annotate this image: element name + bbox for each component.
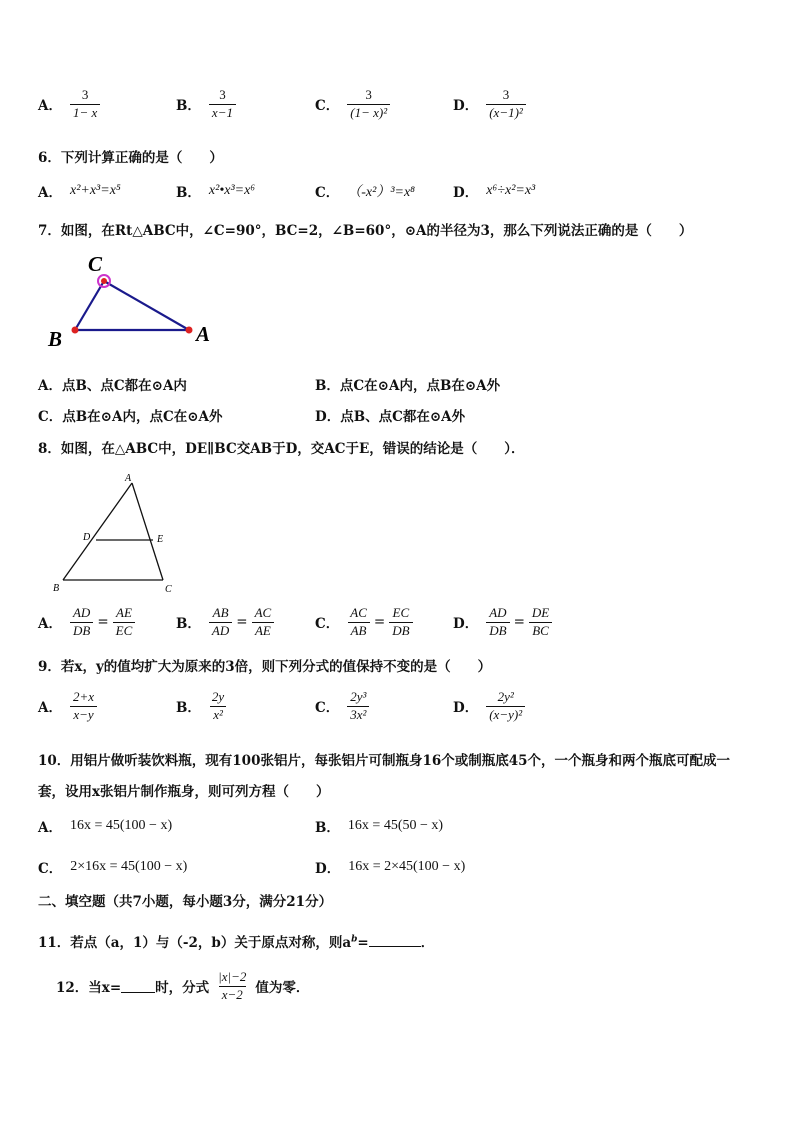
denominator: 1− x (70, 104, 100, 121)
option-label: D． (453, 98, 479, 115)
q10-option-d (315, 857, 465, 877)
option-text: （-x²）³=x⁸ (347, 185, 416, 200)
fraction-right (389, 606, 412, 639)
point-c (101, 278, 107, 284)
denominator: BC (529, 622, 552, 639)
option-label: A． (38, 98, 62, 115)
denominator: x−2 (219, 986, 246, 1003)
q9-stem: 9．若x，y的值均扩大为原来的3倍，则下列分式的值保持不变的是（ ） (38, 659, 492, 675)
q7-triangle-figure (40, 248, 230, 353)
fraction (486, 88, 526, 121)
option-text: 16x = 2×45(100 − x) (348, 859, 466, 874)
q11-equals: = (357, 935, 369, 951)
option-label: C． (38, 861, 63, 877)
label-c: C (88, 252, 103, 276)
q9-option-c (315, 690, 369, 723)
option-label: B． (315, 378, 340, 394)
q11-exponent: b (351, 934, 358, 945)
fraction (486, 690, 525, 723)
option-label: C． (38, 409, 63, 425)
option-text: x²•x³=x⁶ (208, 183, 256, 198)
label-c: C (165, 584, 172, 595)
q5-option-d (453, 88, 526, 121)
q6-stem: 6．下列计算正确的是（ ） (38, 150, 223, 166)
label-b: B (48, 327, 63, 351)
q8-option-b: B． $\frac{AB}{AD}$ = $\frac{AC}{AE}$ (176, 606, 274, 639)
option-text: 2×16x = 45(100 − x) (70, 859, 188, 874)
option-label: D． (453, 700, 479, 717)
segment-bc (75, 281, 104, 330)
denominator: 3x² (347, 706, 369, 723)
option-label: B． (315, 820, 340, 836)
q7-option-c (38, 405, 222, 425)
numerator: 2y³ (350, 689, 367, 704)
fraction-left (70, 606, 93, 639)
q10-option-b (315, 816, 443, 836)
fraction-right (529, 606, 552, 639)
option-label: B． (176, 185, 201, 201)
denominator: AB (348, 622, 370, 639)
segment-ab (63, 483, 132, 580)
label-a: A (125, 473, 132, 484)
option-label: A． (38, 378, 62, 394)
q12-fraction (215, 970, 249, 1003)
numerator: |x|−2 (218, 969, 247, 984)
q8-triangle-figure (48, 470, 188, 598)
denominator: (x−1)² (486, 104, 526, 121)
denominator: AE (252, 622, 274, 639)
q10-stem-line1: 10．用铝片做听装饮料瓶，现有100张铝片，每张铝片可制瓶身16个或制瓶底45个，一个瓶身和两个瓶底可配成一 (38, 753, 731, 769)
q9-option-d (453, 690, 525, 723)
numerator: AB (212, 605, 229, 620)
denominator: DB (486, 622, 509, 639)
option-text: 点B、点C都在⊙A外 (340, 409, 466, 425)
q6-option-b (176, 181, 255, 201)
numerator: DE (531, 605, 550, 620)
option-text: 16x = 45(100 − x) (69, 818, 173, 833)
point-b (72, 327, 79, 334)
option-label: C． (315, 98, 340, 115)
q8-option-d: D． $\frac{AD}{DB}$ = $\frac{DE}{BC}$ (453, 606, 552, 639)
option-label: A． (38, 616, 62, 633)
label-d: D (83, 532, 91, 543)
q5-option-b (176, 88, 236, 121)
numerator: 3 (219, 87, 226, 102)
numerator: 2+x (72, 689, 95, 704)
segment-ac (132, 483, 163, 580)
q5-option-c (315, 88, 390, 121)
option-text: 点C在⊙A内，点B在⊙A外 (339, 378, 501, 394)
option-label: D． (453, 185, 479, 201)
q12-text: 12．当x= (56, 980, 122, 997)
q7-option-d (315, 405, 465, 425)
q11-answer-blank[interactable] (369, 934, 421, 947)
numerator: 3 (365, 87, 372, 102)
q6-option-a (38, 181, 121, 201)
fraction-right (252, 606, 275, 639)
fraction-left (347, 606, 370, 639)
q12 (56, 970, 309, 1003)
denominator: AD (209, 622, 232, 639)
fraction (70, 88, 100, 121)
q11-period: ． (420, 935, 435, 951)
denominator: x−1 (209, 104, 236, 121)
denominator: EC (113, 622, 136, 639)
point-a (186, 327, 193, 334)
option-label: D． (315, 409, 341, 425)
option-label: C． (315, 700, 340, 717)
denominator: x² (210, 706, 226, 723)
denominator: DB (389, 622, 412, 639)
q6-option-c (315, 181, 415, 201)
option-label: B． (176, 616, 201, 633)
option-label: B． (176, 98, 201, 115)
q8-stem: 8．如图，在△ABC中，DE∥BC交AB于D，交AC于E，错误的结论是（ ）． (38, 441, 525, 457)
option-label: A． (38, 185, 62, 201)
option-label: C． (315, 616, 340, 633)
fraction (347, 690, 369, 723)
numerator: 2y (211, 689, 225, 704)
q7-stem: 7．如图，在Rt△ABC中，∠C=90°，BC=2，∠B=60°，⊙A的半径为3，那么下列说法正确的是（ ） (38, 223, 693, 239)
q9-option-b (176, 690, 227, 723)
q11 (38, 931, 434, 951)
numerator: AC (254, 605, 272, 620)
option-label: D． (453, 616, 479, 633)
fraction-left (486, 606, 509, 639)
fraction (70, 690, 97, 723)
denominator: (x−y)² (486, 706, 525, 723)
q8-option-c: C． $\frac{AC}{AB}$ = $\frac{EC}{DB}$ (315, 606, 413, 639)
numerator: AD (489, 605, 507, 620)
option-text: 点B在⊙A内，点C在⊙A外 (62, 409, 223, 425)
numerator: 2y² (497, 689, 514, 704)
q8-option-a: A． $\frac{AD}{DB}$ = $\frac{AE}{EC}$ (38, 606, 135, 639)
q5-option-a (38, 88, 100, 121)
denominator: (1− x)² (347, 104, 390, 121)
q11-text: 11．若点（a，1）与（-2，b）关于原点对称，则a (38, 935, 352, 951)
q10-stem-line2: 套，设用x张铝片制作瓶身，则可列方程（ ） (38, 784, 330, 800)
label-a: A (196, 322, 211, 346)
section-title-fill-in: 二、填空题（共7小题，每小题3分，满分21分） (38, 894, 333, 910)
fraction (209, 88, 236, 121)
fraction (347, 88, 390, 121)
option-label: B． (176, 700, 201, 717)
option-text: x⁶÷x²=x³ (486, 183, 536, 198)
q12-text-end: 值为零． (255, 980, 310, 997)
option-label: C． (315, 185, 340, 201)
denominator: DB (70, 622, 93, 639)
option-label: A． (38, 820, 62, 836)
option-label: D． (315, 861, 341, 877)
numerator: 3 (502, 87, 510, 102)
option-label: A． (38, 700, 62, 717)
option-text: x²+x³=x⁵ (69, 183, 121, 198)
option-text: 点B、点C都在⊙A内 (61, 378, 187, 394)
q12-answer-blank[interactable] (121, 980, 155, 993)
numerator: AC (350, 605, 367, 620)
q9-option-a (38, 690, 97, 723)
fraction (209, 690, 227, 723)
q7-option-a (38, 374, 187, 394)
fraction-right (113, 606, 136, 639)
q12-text-mid: 时，分式 (155, 980, 210, 997)
numerator: 3 (81, 87, 89, 102)
numerator: AE (116, 605, 132, 620)
q10-option-a (38, 816, 172, 836)
denominator: x−y (70, 706, 96, 723)
numerator: EC (392, 605, 410, 620)
label-e: E (157, 534, 164, 545)
fraction-left (209, 606, 232, 639)
label-b: B (53, 583, 60, 594)
option-text: 16x = 45(50 − x) (347, 818, 444, 833)
q6-option-d (453, 181, 535, 201)
q7-option-b (315, 374, 500, 394)
numerator: AD (72, 605, 91, 620)
segment-ca (104, 281, 189, 330)
q10-option-c (38, 857, 187, 877)
